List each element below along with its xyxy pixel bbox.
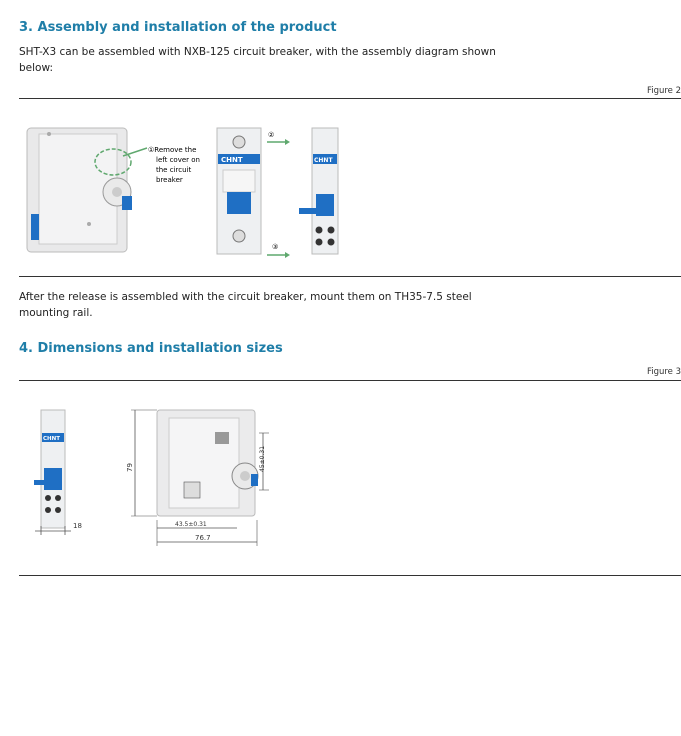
callout-line-4: breaker bbox=[156, 176, 183, 184]
section-4-heading: 4. Dimensions and installation sizes bbox=[19, 341, 283, 356]
section-3-line-1: SHT-X3 can be assembled with NXB-125 circuit breaker, with the assembly diagram shown bbox=[19, 46, 496, 58]
after-paragraph bbox=[19, 289, 659, 321]
callout-line-1: ①Remove the bbox=[148, 146, 197, 154]
brand-logo-3: CHNT bbox=[43, 436, 60, 442]
section-3-line-2: below: bbox=[19, 62, 54, 74]
section-3-heading: 3. Assembly and installation of the product bbox=[19, 20, 337, 35]
brand-logo-2: CHNT bbox=[314, 157, 333, 164]
breaker-front-view bbox=[217, 128, 261, 254]
release-module bbox=[299, 128, 338, 254]
dimension-diagram bbox=[19, 400, 681, 550]
after-line-2: mounting rail. bbox=[19, 307, 93, 319]
divider bbox=[19, 575, 681, 576]
module-front-dim bbox=[34, 410, 71, 535]
figure-2-label: Figure 2 bbox=[646, 86, 681, 96]
marker-3: ③ bbox=[272, 243, 279, 251]
divider bbox=[19, 380, 681, 381]
section-3-paragraph bbox=[19, 44, 659, 76]
figure-3-label: Figure 3 bbox=[646, 367, 681, 377]
dim-height: 79 bbox=[126, 463, 134, 472]
brand-logo-1: CHNT bbox=[221, 156, 243, 164]
dim-45: 45±0.31 bbox=[259, 445, 266, 472]
callout-line-3: the circuit bbox=[156, 166, 192, 174]
divider bbox=[19, 276, 681, 277]
dim-depth-2: 76.7 bbox=[195, 534, 211, 542]
dim-width: 18 bbox=[73, 522, 82, 530]
dim-depth-1: 43.5±0.31 bbox=[175, 521, 207, 528]
callout-line-2: left cover on bbox=[156, 156, 200, 164]
assembly-diagram bbox=[19, 104, 681, 274]
divider bbox=[19, 98, 681, 99]
after-line-1: After the release is assembled with the circuit breaker, mount them on TH35-7.5 steel bbox=[19, 291, 472, 303]
marker-2: ② bbox=[268, 131, 275, 139]
breaker-side-view bbox=[27, 128, 147, 252]
